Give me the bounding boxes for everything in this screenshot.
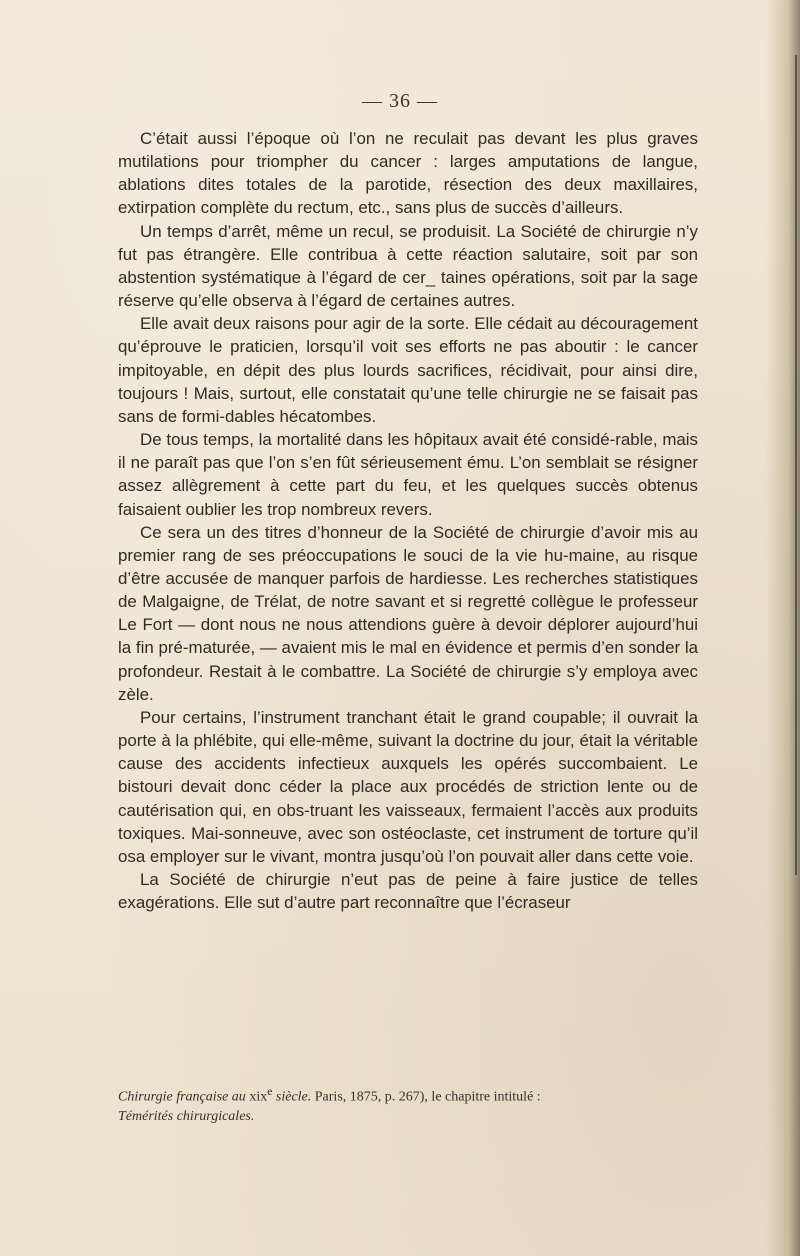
footnote-century-sup: e	[267, 1085, 273, 1098]
paragraph: C’était aussi l’époque où l’on ne reculait pas devant les plus graves mutilations pour triompher du cancer : larges amputations de langue, ablations dites totales de la parotide, résection des deux maxillaires, extirpation complète du rectum, etc., sans plus de succès d’ailleurs.	[118, 129, 698, 218]
paragraph: Pour certains, l’instrument tranchant était le grand coupable; il ouvrait la porte à la phlébite, qui elle-même, suivant la doctrine du jour, était la véritable cause des accidents infectieux auxquels les opérés succombaient. Le bistouri devait donc céder la place aux procédés de striction lente ou de cautérisation qui, en obs-truant les vaisseaux, fermaient l’accès aux produits toxiques. Mai-sonneuve, avec son ostéoclaste, cet instrument de torture qu’il osa employer sur le vivant, montra jusqu’où l’on pouvait aller dans cette voie.	[118, 707, 698, 866]
footnote-book-title: Chirurgie française au	[118, 1089, 246, 1105]
paragraph: Un temps d’arrêt, même un recul, se produisit. La Société de chirurgie n’y fut pas étrangère. Elle contribua à cette réaction salutaire, soit par son abstention systématique à l’égard de cer_ taines opérations, soit par la sage réserve qu’elle observa à l’égard de certaines autres.	[118, 221, 698, 311]
paragraph: De tous temps, la mortalité dans les hôpitaux avait été considé-rable, mais il ne paraît pas que l’on s’en fût sérieusement ému. L’on semblait se résigner assez allègrement à cette part du feu, et les quelques succès obtenus faisaient oublier les trop nombreux revers.	[118, 430, 698, 519]
page-edge-line	[795, 55, 797, 875]
footnote	[118, 1082, 698, 1126]
paragraph: Elle avait deux raisons pour agir de la sorte. Elle cédait au découragement qu’éprouve le praticien, lorsqu’il voit ses efforts ne pas aboutir : le cancer impitoyable, en dépit des plus lourds sacrifices, récidivait, pour ainsi dire, toujours ! Mais, surtout, elle constatait qu’une telle chirurgie ne se faisait pas sans de formi-dables hécatombes.	[118, 314, 698, 426]
footnote-chapter-title: Témérités chirurgicales.	[118, 1108, 255, 1124]
footnote-citation: Paris, 1875, p. 267), le chapitre intitulé :	[314, 1089, 541, 1105]
page-number: — 36 —	[362, 90, 438, 112]
footnote-line-2	[118, 1107, 698, 1126]
footnote-line-1	[118, 1082, 698, 1107]
footnote-book-title-2: siècle.	[275, 1089, 312, 1105]
footnote-century: xix	[249, 1089, 268, 1105]
body-text	[118, 127, 698, 914]
paragraph: La Société de chirurgie n’eut pas de peine à faire justice de telles exagérations. Elle sut d’autre part reconnaître que l’écraseur	[118, 870, 698, 913]
paragraph: Ce sera un des titres d’honneur de la Société de chirurgie d’avoir mis au premier rang de ses préoccupations le souci de la vie hu-maine, au risque d’être accusée de manquer parfois de hardiesse. Les recherches statistiques de Malgaigne, de Trélat, de notre savant et si regretté collègue le professeur Le Fort — dont nous ne nous attendions guère à devoir déplorer aujourd’hui la fin pré-maturée, — avaient mis le mal en évidence et permis d’en sonder la profondeur. Restait à le combattre. La Société de chirurgie s’y employa avec zèle.	[118, 522, 698, 704]
